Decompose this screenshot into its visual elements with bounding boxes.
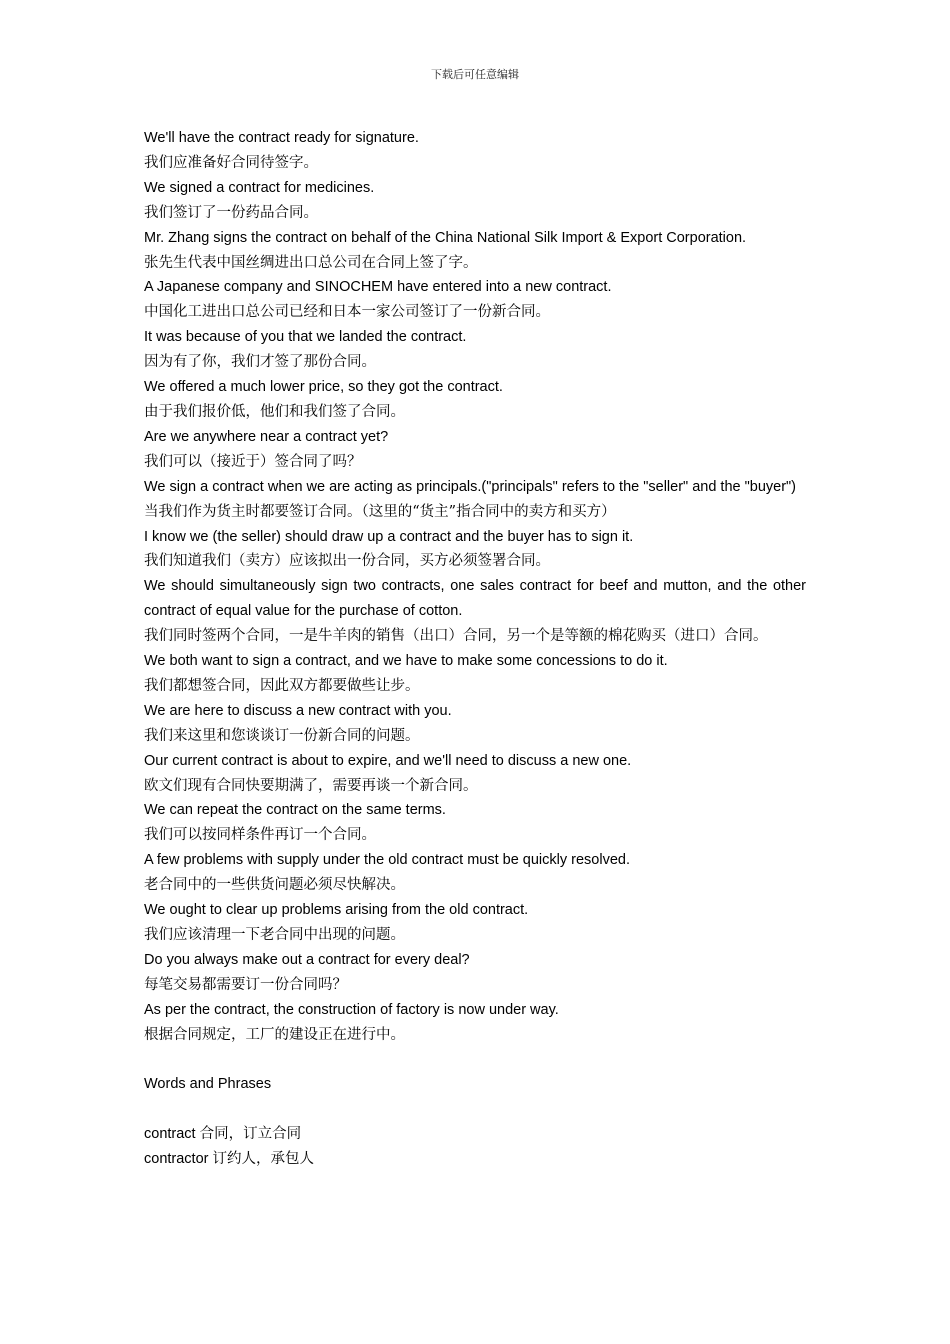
chinese-translation: 我们可以按同样条件再订一个合同。 (144, 827, 376, 844)
chinese-translation: 我们来这里和您谈谈订一份新合同的问题。 (144, 727, 420, 744)
english-sentence: A few problems with supply under the old contract must be quickly resolved. (144, 852, 630, 869)
english-sentence: We'll have the contract ready for signature. (144, 130, 419, 146)
vocab-item (144, 1147, 806, 1172)
chinese-translation: 我们可以（接近于）签合同了吗？ (144, 453, 362, 470)
english-sentence: As per the contract, the construction of factory is now under way. (144, 1001, 559, 1018)
english-sentence: We ought to clear up problems arising from the old contract. (144, 902, 529, 919)
english-sentence: We both want to sign a contract, and we have to make some concessions to do it. (144, 653, 668, 670)
chinese-translation: 我们应准备好合同待签字。 (144, 154, 318, 171)
english-sentence: It was because of you that we landed the contract. (144, 329, 467, 346)
vocab-term: contract (144, 1126, 196, 1143)
chinese-translation: 欧文们现有合同快要期满了，需要再谈一个新合同。 (144, 777, 478, 794)
english-sentence: We should simultaneously sign two contracts, one sales contract for beef and mutton, and the other contract of equal value for the purchase of cotton. (144, 578, 806, 620)
english-sentence: Our current contract is about to expire, and we'll need to discuss a new one. (144, 752, 632, 769)
chinese-translation: 我们同时签两个合同，一是牛羊肉的销售（出口）合同，另一个是等额的棉花购买（进口）合同。 (144, 628, 768, 645)
chinese-translation: 我们都想签合同，因此双方都要做些让步。 (144, 677, 420, 694)
vocab-term: contractor (144, 1151, 209, 1168)
chinese-translation: 当我们作为货主时都要签订合同。（这里的“货主”指合同中的卖方和买方） (144, 503, 616, 520)
english-sentence: I know we (the seller) should draw up a contract and the buyer has to sign it. (144, 528, 634, 545)
vocab-list (144, 1122, 806, 1172)
chinese-translation: 因为有了你，我们才签了那份合同。 (144, 354, 376, 371)
chinese-translation: 张先生代表中国丝绸进出口总公司在合同上签了字。 (144, 254, 478, 271)
document-body (144, 126, 806, 1172)
chinese-translation: 根据合同规定，工厂的建设正在进行中。 (144, 1026, 405, 1043)
english-sentence: We are here to discuss a new contract with you. (144, 702, 452, 719)
section-title: Words and Phrases (144, 1076, 272, 1093)
sentence-list (144, 126, 806, 1048)
vocab-gloss: 合同，订立合同 (199, 1126, 302, 1143)
chinese-translation: 每笔交易都需要订一份合同吗？ (144, 976, 347, 993)
english-sentence: We offered a much lower price, so they got the contract. (144, 379, 503, 396)
vocab-item (144, 1122, 806, 1147)
english-sentence: Do you always make out a contract for every deal? (144, 951, 470, 968)
chinese-translation: 我们应该清理一下老合同中出现的问题。 (144, 927, 405, 943)
blank-line (144, 1048, 806, 1073)
english-sentence: Mr. Zhang signs the contract on behalf of the China National Silk Import & Export Corporation. (144, 229, 747, 246)
chinese-translation: 中国化工进出口总公司已经和日本一家公司签订了一份新合同。 (144, 304, 550, 321)
english-sentence: Are we anywhere near a contract yet? (144, 428, 389, 445)
chinese-translation: 我们知道我们（卖方）应该拟出一份合同，买方必须签署合同。 (144, 553, 550, 570)
chinese-translation: 老合同中的一些供货问题必须尽快解决。 (144, 877, 405, 894)
chinese-translation: 我们签订了一份药品合同。 (144, 204, 318, 221)
blank-line (144, 1097, 806, 1122)
english-sentence: A Japanese company and SINOCHEM have entered into a new contract. (144, 279, 612, 296)
vocab-gloss: 订约人，承包人 (212, 1151, 315, 1168)
page-header: 下载后可任意编辑 (431, 68, 519, 81)
chinese-translation: 由于我们报价低，他们和我们签了合同。 (144, 403, 405, 420)
english-sentence: We signed a contract for medicines. (144, 179, 375, 196)
english-sentence: We can repeat the contract on the same terms. (144, 802, 446, 819)
english-sentence: We sign a contract when we are acting as principals.("principals" refers to the "seller" and the "buyer") (144, 478, 797, 495)
